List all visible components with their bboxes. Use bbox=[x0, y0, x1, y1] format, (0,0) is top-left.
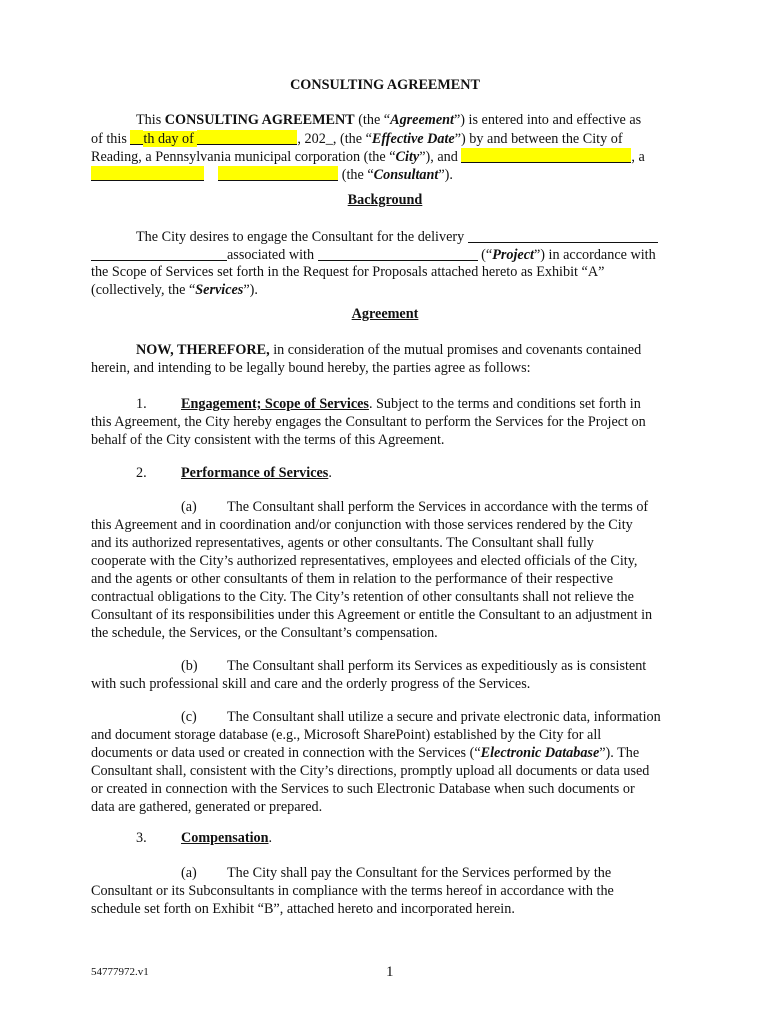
section-2a-line-7: Consultant of its responsibilities under this Agreement or entitle the Consultant to an adjustment in bbox=[91, 607, 653, 623]
agreement-heading: Agreement bbox=[351, 306, 419, 322]
section-2c-label: (c) bbox=[181, 709, 197, 725]
section-3-heading: Compensation. bbox=[181, 830, 273, 846]
section-3a-label: (a) bbox=[181, 865, 197, 881]
section-2-heading: Performance of Services. bbox=[181, 465, 332, 481]
now-therefore-line-2: herein, and intending to be legally bound hereby, the parties agree as follows: bbox=[91, 360, 531, 376]
section-2c-line-5: or created in connection with the Services to such Electronic Database when such documents or bbox=[91, 781, 635, 797]
section-2a-line-4: cooperate with the City’s authorized representatives, employees and elected officials of the City, bbox=[91, 553, 638, 569]
now-therefore-line-1: NOW, THEREFORE, in consideration of the mutual promises and covenants contained bbox=[136, 342, 642, 358]
consultant-name-field[interactable] bbox=[461, 148, 631, 163]
section-1-line-3: behalf of the City consistent with the terms of this Agreement. bbox=[91, 432, 445, 448]
section-2-number: 2. bbox=[136, 465, 147, 481]
section-2a-label: (a) bbox=[181, 499, 197, 515]
intro-line-3: Reading, a Pennsylvania municipal corporation (the “City”), and , a bbox=[91, 149, 645, 165]
background-line-4: (collectively, the “Services”). bbox=[91, 282, 258, 298]
section-2a-line-5: and the agents or other consultants of them in relation to the performance of their respective bbox=[91, 571, 613, 587]
section-3a-line-3: schedule set forth on Exhibit “B”, attached hereto and incorporated herein. bbox=[91, 901, 515, 917]
section-2b-label: (b) bbox=[181, 658, 198, 674]
day-field[interactable] bbox=[130, 130, 143, 145]
section-2a-line-3: and its authorized representatives, agents or other consultants. The Consultant shall fully bbox=[91, 535, 594, 551]
background-line-2: associated with (“Project”) in accordance with bbox=[91, 246, 656, 265]
section-2a-line-1: The Consultant shall perform the Services in accordance with the terms of bbox=[227, 499, 649, 515]
section-1-line-1: Engagement; Scope of Services. Subject to the terms and conditions set forth in bbox=[181, 396, 641, 412]
section-2c-line-1: The Consultant shall utilize a secure and private electronic data, information bbox=[227, 709, 661, 725]
section-2a-line-6: contractual obligations to the City. The City’s retention of other consultants shall not relieve the bbox=[91, 589, 634, 605]
section-2b-line-2: with such professional skill and care and the orderly progress of the Services. bbox=[91, 676, 531, 692]
background-line-1: The City desires to engage the Consultant for the delivery bbox=[136, 228, 658, 247]
intro-line-1: This CONSULTING AGREEMENT (the “Agreement”) is entered into and effective as bbox=[136, 112, 642, 128]
section-2a-line-8: the schedule, the Services, or the Consultant’s compensation. bbox=[91, 625, 438, 641]
section-1-number: 1. bbox=[136, 396, 147, 412]
section-3a-line-1: The City shall pay the Consultant for the Services performed by the bbox=[227, 865, 612, 881]
project-field[interactable] bbox=[318, 246, 478, 261]
background-heading: Background bbox=[347, 192, 423, 208]
document-title: CONSULTING AGREEMENT bbox=[290, 77, 480, 93]
background-line-3: the Scope of Services set forth in the Request for Proposals attached hereto as Exhibit “A” bbox=[91, 264, 605, 280]
section-2c-line-2: and document storage database (e.g., Microsoft SharePoint) established by the City for all bbox=[91, 727, 602, 743]
section-2b-line-1: The Consultant shall perform its Services as expeditiously as is consistent bbox=[227, 658, 647, 674]
consultant-entity-field[interactable] bbox=[91, 166, 204, 181]
consultant-state-field[interactable] bbox=[218, 166, 338, 181]
section-3-number: 3. bbox=[136, 830, 147, 846]
section-2c-line-3: documents or data used or created in connection with the Services (“Electronic Database”). The bbox=[91, 745, 640, 761]
section-2a-line-2: this Agreement and in coordination and/or conjunction with those services rendered by the City bbox=[91, 517, 633, 533]
delivery-continued-field[interactable] bbox=[91, 246, 227, 261]
page-number: 1 bbox=[386, 964, 394, 980]
section-2c-line-6: data are gathered, generated or prepared. bbox=[91, 799, 323, 815]
intro-line-4: (the “Consultant”). bbox=[91, 166, 453, 185]
intro-line-2: of this th day of , 202_, (the “Effective Date”) by and between the City of bbox=[91, 131, 623, 147]
delivery-field[interactable] bbox=[468, 228, 658, 243]
month-field[interactable] bbox=[197, 130, 297, 145]
section-2c-line-4: Consultant shall, consistent with the City’s directions, promptly upload all documents or data used bbox=[91, 763, 650, 779]
section-1-line-2: this Agreement, the City hereby engages the Consultant to perform the Services for the Project on bbox=[91, 414, 646, 430]
document-id: 54777972.v1 bbox=[91, 966, 149, 978]
section-3a-line-2: Consultant or its Subconsultants in compliance with the terms hereof in accordance with the bbox=[91, 883, 614, 899]
